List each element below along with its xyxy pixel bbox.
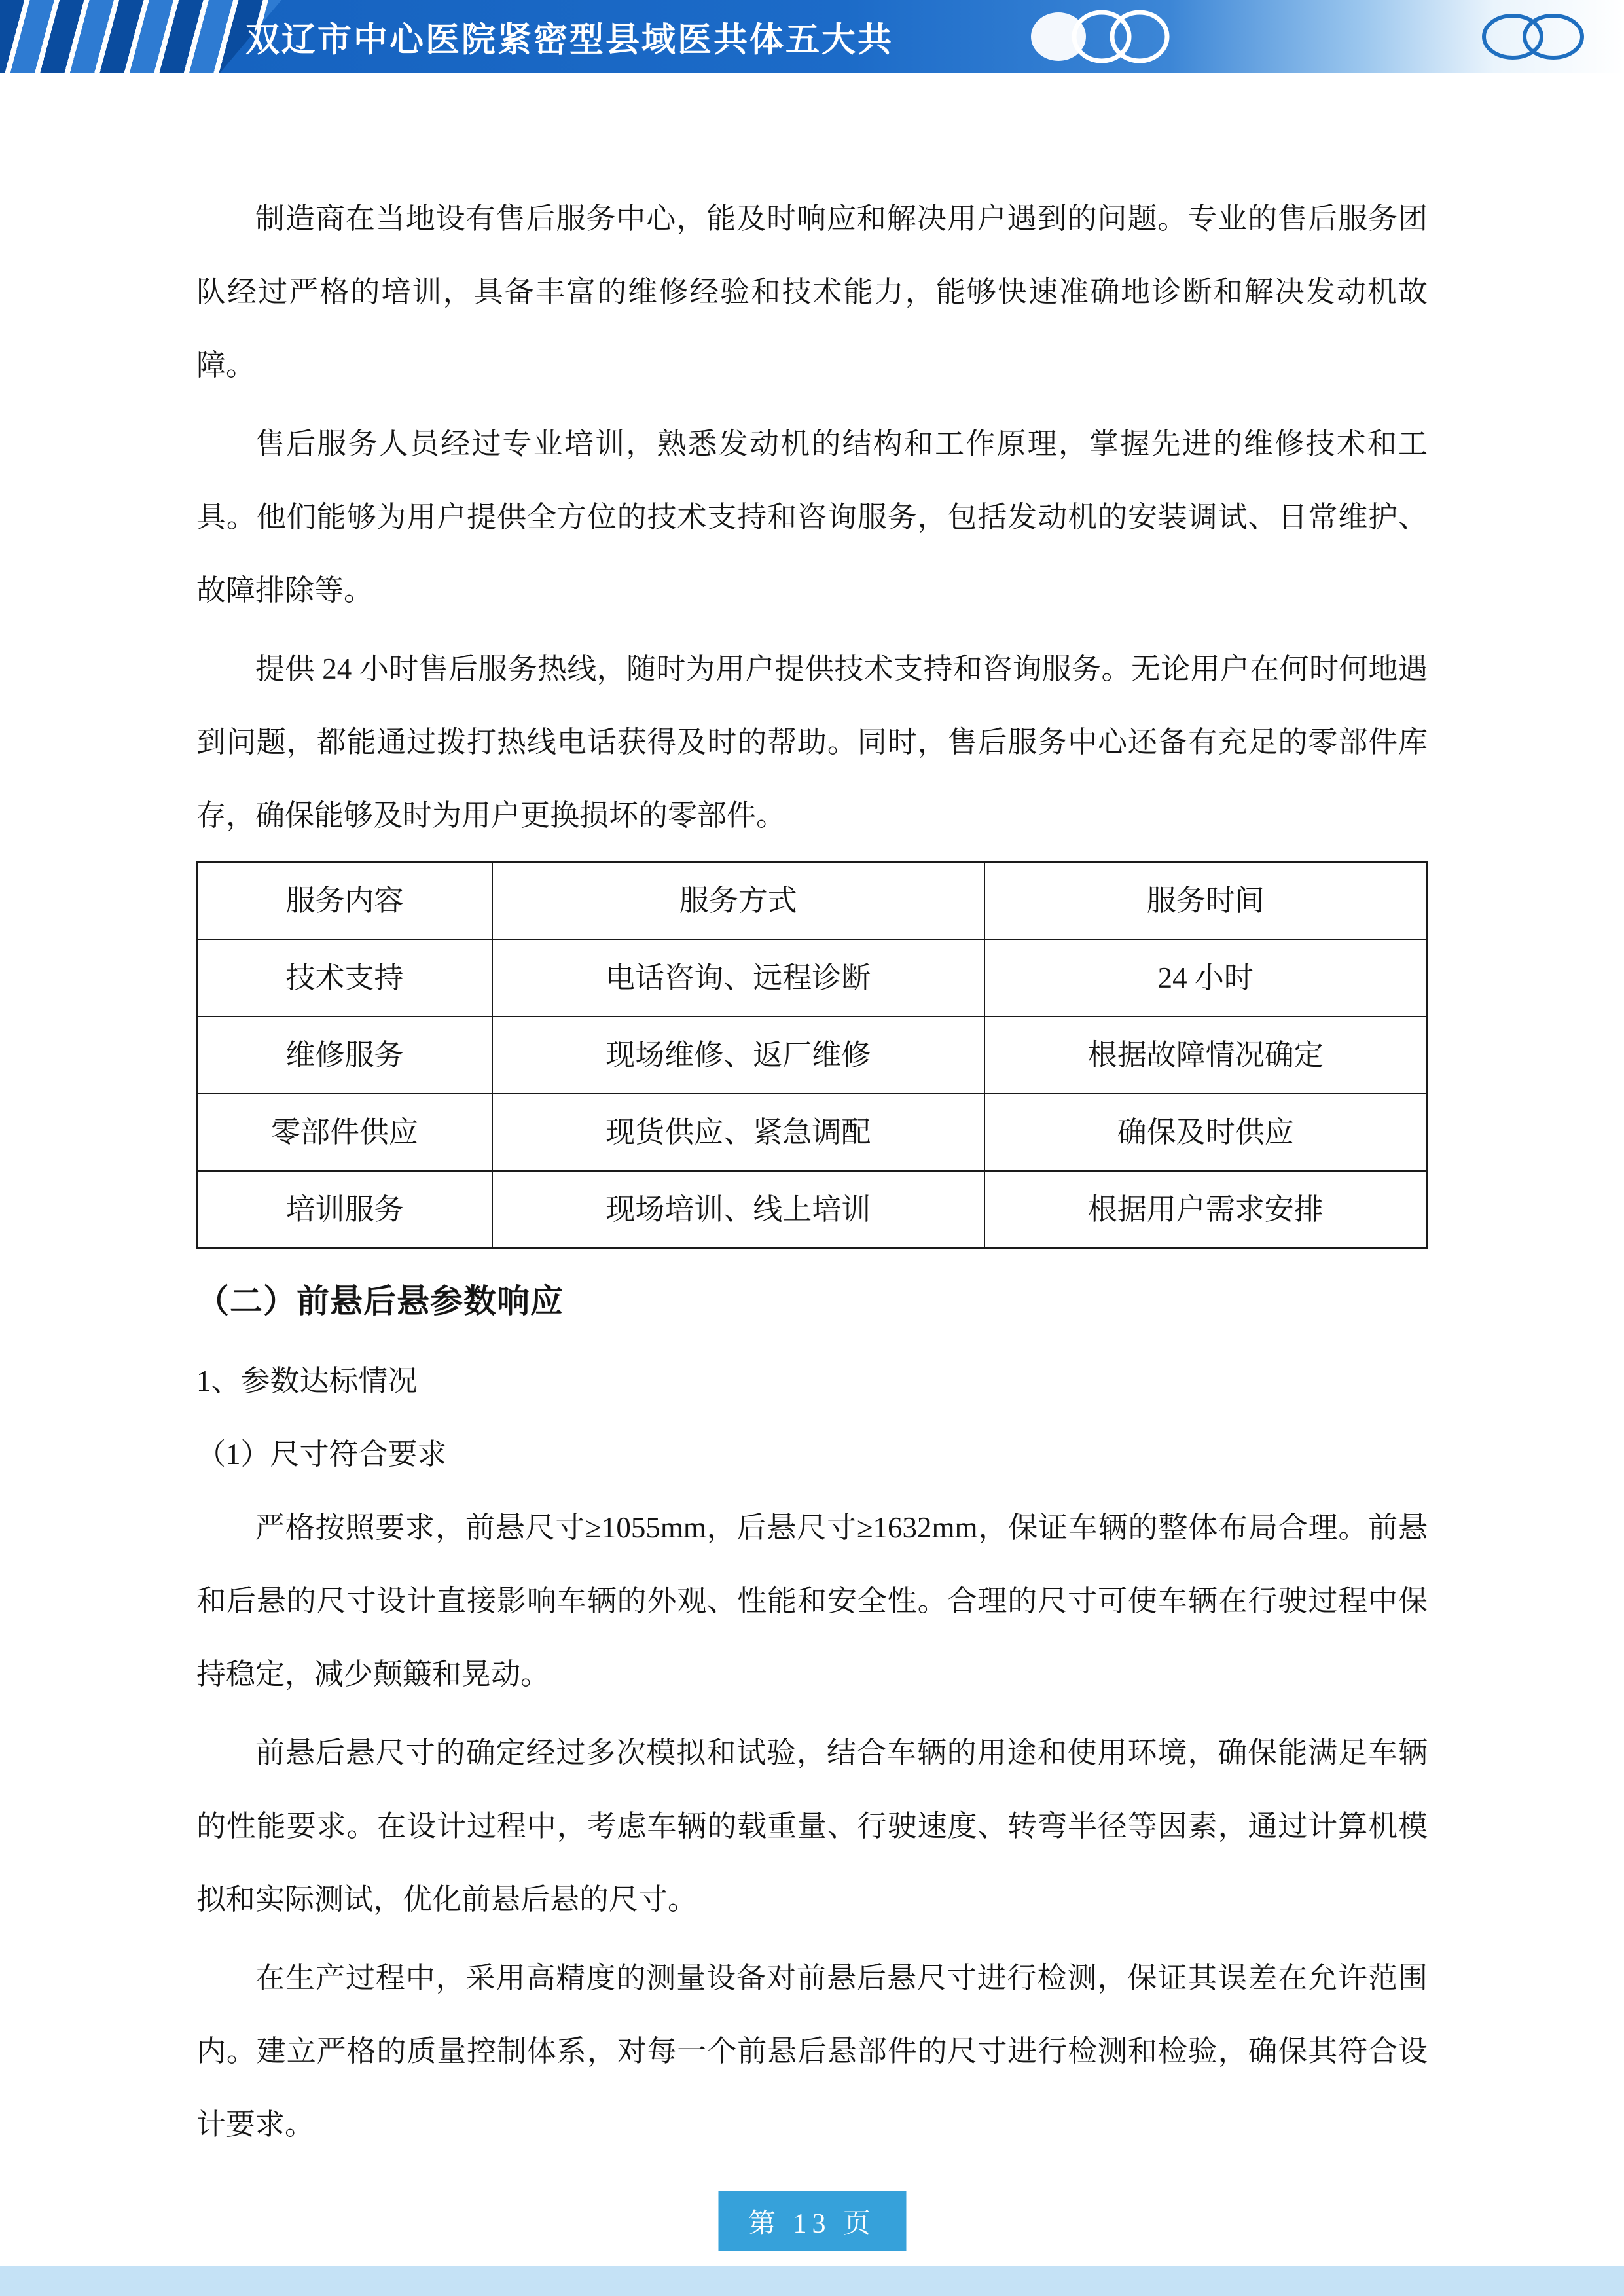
table-header-cell: 服务时间 [984, 862, 1427, 939]
clause-heading: （1）尺寸符合要求 [196, 1438, 447, 1471]
table-cell: 技术支持 [197, 939, 492, 1016]
table-row [197, 1016, 1427, 1094]
paragraph: 制造商在当地设有售后服务中心，能及时响应和解决用户遇到的问题。专业的售后服务团队经过严格的培训，具备丰富的维修经验和技术能力，能够快速准确地诊断和解决发动机故障。 [196, 202, 1428, 382]
table-cell: 现场维修、返厂维修 [492, 1016, 984, 1094]
paragraph: 严格按照要求，前悬尺寸≥1055mm，后悬尺寸≥1632mm，保证车辆的整体布局合理。前悬和后悬的尺寸设计直接影响车辆的外观、性能和安全性。合理的尺寸可使车辆在行驶过程中保持稳定，减少颠簸和晃动。 [196, 1511, 1428, 1691]
table-cell: 维修服务 [197, 1016, 492, 1094]
page-number-badge: 第 13 页 [718, 2191, 906, 2251]
overlapping-circles-white-icon [1024, 8, 1175, 65]
table-cell: 培训服务 [197, 1171, 492, 1248]
table-cell: 根据故障情况确定 [984, 1016, 1427, 1094]
table-row [197, 939, 1427, 1016]
table-cell: 现货供应、紧急调配 [492, 1094, 984, 1171]
paragraph: 前悬后悬尺寸的确定经过多次模拟和试验，结合车辆的用途和使用环境，确保能满足车辆的性能要求。在设计过程中，考虑车辆的载重量、行驶速度、转弯半径等因素，通过计算机模拟和实际测试，优化前悬后悬的尺寸。 [196, 1736, 1428, 1916]
paragraph: 售后服务人员经过专业培训，熟悉发动机的结构和工作原理，掌握先进的维修技术和工具。他们能够为用户提供全方位的技术支持和咨询服务，包括发动机的安装调试、日常维护、故障排除等。 [196, 427, 1428, 607]
table-row [197, 1171, 1427, 1248]
service-table [196, 861, 1428, 1249]
table-header-cell: 服务方式 [492, 862, 984, 939]
table-cell: 根据用户需求安排 [984, 1171, 1427, 1248]
header-banner [0, 0, 1624, 73]
table-cell: 零部件供应 [197, 1094, 492, 1171]
paragraph: 提供 24 小时售后服务热线，随时为用户提供技术支持和咨询服务。无论用户在何时何地遇到问题，都能通过拨打热线电话获得及时的帮助。同时，售后服务中心还备有充足的零部件库存，确保能够及时为用户更换损坏的零部件。 [196, 653, 1428, 832]
table-row [197, 1094, 1427, 1171]
table-cell: 电话咨询、远程诊断 [492, 939, 984, 1016]
document-body [196, 182, 1428, 2166]
section-heading: （二）前悬后悬参数响应 [196, 1283, 564, 1319]
footer-strip [0, 2266, 1624, 2296]
header-stripes-decoration [0, 0, 281, 73]
table-header-row [197, 862, 1427, 939]
overlapping-circles-blue-icon [1480, 12, 1588, 62]
table-cell: 24 小时 [984, 939, 1427, 1016]
paragraph: 在生产过程中，采用高精度的测量设备对前悬后悬尺寸进行检测，保证其误差在允许范围内。建立严格的质量控制体系，对每一个前悬后悬部件的尺寸进行检测和检验，确保其符合设计要求。 [196, 1962, 1428, 2141]
table-cell: 确保及时供应 [984, 1094, 1427, 1171]
table-cell: 现场培训、线上培训 [492, 1171, 984, 1248]
header-title: 双辽市中心医院紧密型县域医共体五大共 [245, 21, 894, 60]
table-header-cell: 服务内容 [197, 862, 492, 939]
subsection-heading: 1、参数达标情况 [196, 1365, 418, 1397]
